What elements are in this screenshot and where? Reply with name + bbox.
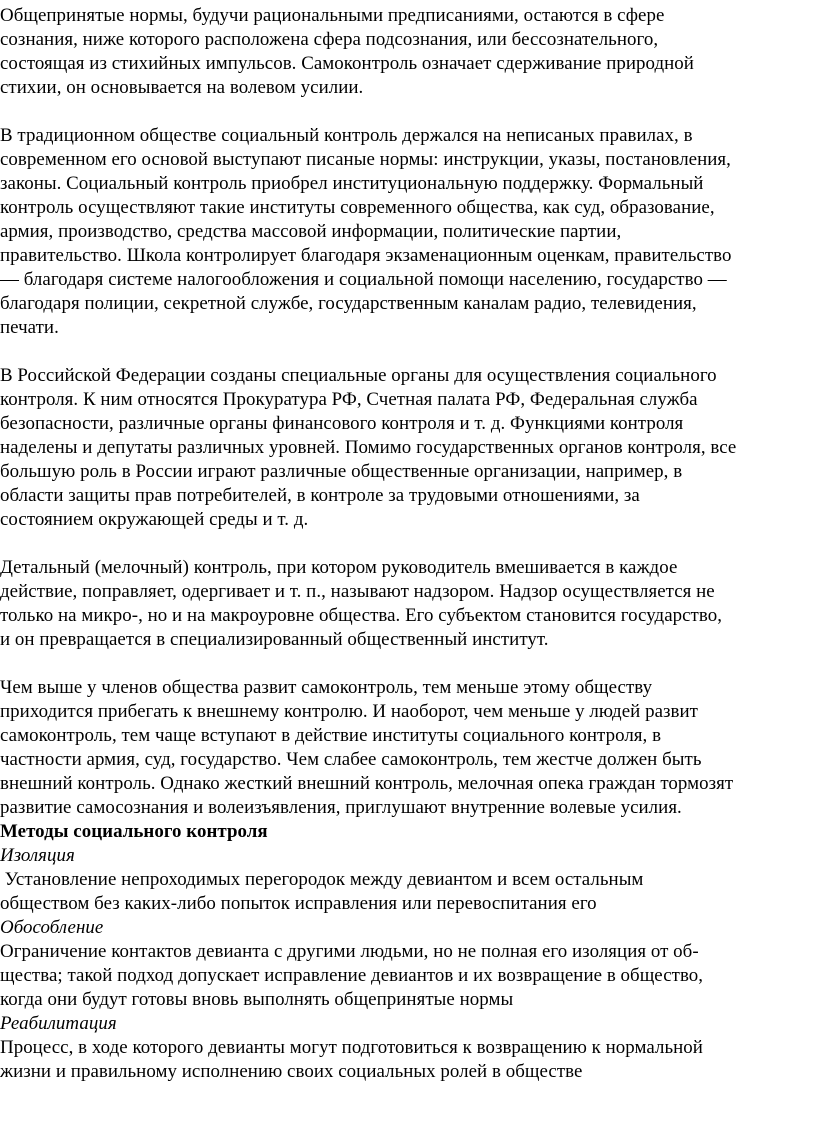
paragraph-3-line-2: контроля. К ним относятся Прокуратура РФ, Счетная палата РФ, Федеральная служба [0, 389, 698, 410]
paragraph-5-line-1: Чем выше у членов общества развит самоконтроль, тем меньше этому обществу [0, 677, 653, 698]
paragraph-5-line-2: приходится прибегать к внешнему контролю. И наоборот, чем меньше у людей развит [0, 701, 698, 722]
paragraph-1-line-3: состоящая из стихийных импульсов. Самоконтроль означает сдерживание природной [0, 53, 694, 74]
paragraph-3-line-3: безопасности, различные органы финансового контроля и т. д. Функциями контроля [0, 413, 684, 434]
paragraph-3-line-6: области защиты прав потребителей, в контроле за трудовыми отношениями, за [0, 485, 640, 506]
paragraph-4-line-1: Детальный (мелочный) контроль, при котором руководитель вмешивается в каждое [0, 557, 678, 578]
paragraph-2-line-1: В традиционном обществе социальный контроль держался на неписаных правилах, в [0, 125, 693, 146]
method-2-text-line-3: когда они будут готовы вновь выполнять общепринятые нормы [0, 989, 514, 1010]
method-1-title: Изоляция [0, 845, 75, 866]
paragraph-2-line-8: благодаря полиции, секретной службе, государственным каналам радио, телевидения, [0, 293, 697, 314]
method-3-text-line-2: жизни и правильному исполнению своих социальных ролей в обществе [0, 1061, 583, 1082]
paragraph-2-line-4: контроль осуществляют такие институты современного общества, как суд, образование, [0, 197, 715, 218]
paragraph-3-line-4: наделены и депутаты различных уровней. Помимо государственных органов контроля, все [0, 437, 737, 458]
paragraph-3-line-1: В Российской Федерации созданы специальные органы для осуществления социального [0, 365, 717, 386]
paragraph-4-line-2: действие, поправляет, одергивает и т. п., называют надзором. Надзор осуществляется не [0, 581, 715, 602]
paragraph-5-line-5: внешний контроль. Однако жесткий внешний контроль, мелочная опека граждан тормозят [0, 773, 734, 794]
paragraph-2-line-7: — благодаря системе налогообложения и социальной помощи населению, государство — [0, 269, 727, 290]
paragraph-1-line-2: сознания, ниже которого расположена сфера подсознания, или бессознательного, [0, 29, 659, 50]
paragraph-3-line-7: состоянием окружающей среды и т. д. [0, 509, 309, 530]
paragraph-2-line-3: законы. Социальный контроль приобрел институциональную поддержку. Формальный [0, 173, 704, 194]
paragraph-5-line-4: частности армия, суд, государство. Чем слабее самоконтроль, тем жестче должен быть [0, 749, 702, 770]
paragraph-5-line-3: самоконтроль, тем чаще вступают в действие институты социального контроля, в [0, 725, 662, 746]
paragraph-4-line-3: только на микро-, но и на макроуровне общества. Его субъектом становится государство, [0, 605, 722, 626]
section-heading: Методы социального контроля [0, 821, 268, 842]
method-2-text-line-2: щества; такой подход допускает исправление девиантов и их возвращение в общество, [0, 965, 704, 986]
paragraph-1-line-1: Общепринятые нормы, будучи рациональными предписаниями, остаются в сфере [0, 5, 665, 26]
method-3-text-line-1: Процесс, в ходе которого девианты могут подготовиться к возвращению к нормальной [0, 1037, 703, 1058]
paragraph-2-line-9: печати. [0, 317, 59, 338]
method-3-title: Реабилитация [0, 1013, 117, 1034]
paragraph-1-line-4: стихии, он основывается на волевом усилии. [0, 77, 364, 98]
method-1-text-line-1: Установление непроходимых перегородок между девиантом и всем остальным [0, 869, 644, 890]
paragraph-2-line-2: современном его основой выступают писаные нормы: инструкции, указы, постановления, [0, 149, 731, 170]
paragraph-2-line-5: армия, производство, средства массовой информации, политические партии, [0, 221, 622, 242]
paragraph-3-line-5: большую роль в России играют различные общественные организации, например, в [0, 461, 683, 482]
method-2-title: Обособление [0, 917, 104, 938]
method-2-text-line-1: Ограничение контактов девианта с другими людьми, но не полная его изоляция от об- [0, 941, 699, 962]
paragraph-5-line-6: развитие самосознания и волеизъявления, приглушают внутренние волевые усилия. [0, 797, 682, 818]
paragraph-4-line-4: и он превращается в специализированный общественный институт. [0, 629, 549, 650]
paragraph-2-line-6: правительство. Школа контролирует благодаря экзаменационным оценкам, правительство [0, 245, 732, 266]
method-1-text-line-2: обществом без каких-либо попыток исправления или перевоспитания его [0, 893, 597, 914]
